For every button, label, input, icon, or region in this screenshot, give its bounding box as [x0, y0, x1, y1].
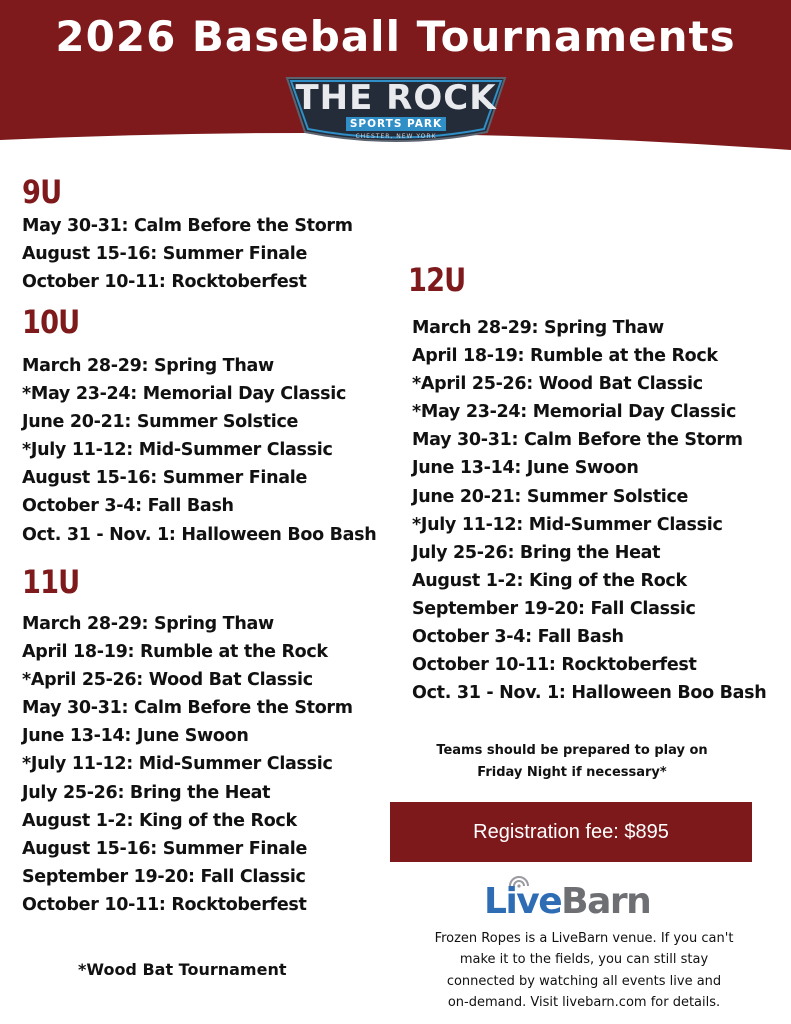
livebarn-desc-line: make it to the fields, you can still stay	[459, 952, 709, 968]
livebarn-wordmark	[484, 882, 650, 922]
header-banner	[0, 0, 791, 160]
event-list	[22, 352, 376, 549]
division-heading: 11U	[22, 563, 80, 601]
division-heading: 12U	[408, 261, 466, 299]
division-heading: 9U	[22, 173, 62, 211]
event-item: *July 11-12: Mid-Summer Classic	[22, 440, 333, 461]
event-item: *July 11-12: Mid-Summer Classic	[22, 754, 333, 775]
registration-fee-box	[390, 802, 752, 862]
logo-location: CHESTER, NEW YORK	[355, 133, 437, 140]
friday-note-line: Teams should be prepared to play on	[436, 743, 708, 758]
event-item: *April 25-26: Wood Bat Classic	[22, 670, 313, 691]
event-item: August 15-16: Summer Finale	[22, 838, 308, 859]
logo-subtitle: SPORTS PARK	[349, 118, 443, 130]
event-item: April 18-19: Rumble at the Rock	[22, 642, 328, 663]
event-item: *May 23-24: Memorial Day Classic	[412, 402, 737, 423]
livebarn-logo	[484, 880, 664, 924]
division-11u	[22, 562, 353, 919]
event-item: October 3-4: Fall Bash	[412, 627, 624, 648]
event-list	[22, 610, 353, 919]
livebarn-desc-line: on-demand. Visit livebarn.com for details.	[447, 994, 721, 1010]
event-item: May 30-31: Calm Before the Storm	[22, 698, 353, 719]
event-item: April 18-19: Rumble at the Rock	[412, 346, 718, 367]
friday-night-note	[410, 740, 734, 784]
event-item: May 30-31: Calm Before the Storm	[412, 430, 743, 451]
event-item: Oct. 31 - Nov. 1: Halloween Boo Bash	[412, 683, 767, 704]
event-item: June 20-21: Summer Solstice	[22, 412, 299, 433]
event-item: July 25-26: Bring the Heat	[412, 542, 661, 563]
event-item: *April 25-26: Wood Bat Classic	[412, 374, 703, 395]
event-item: *May 23-24: Memorial Day Classic	[22, 384, 347, 405]
event-item: June 13-14: June Swoon	[412, 458, 639, 479]
logo-name: THE ROCK	[295, 78, 497, 118]
event-item: October 3-4: Fall Bash	[22, 496, 234, 517]
event-item: October 10-11: Rocktoberfest	[412, 655, 697, 676]
livebarn-desc-line: connected by watching all events live and	[446, 973, 722, 989]
event-item: October 10-11: Rocktoberfest	[22, 272, 307, 293]
wood-bat-note: *Wood Bat Tournament	[78, 960, 287, 979]
page-title: 2026 Baseball Tournaments	[55, 12, 736, 61]
livebarn-barn: Barn	[561, 881, 651, 922]
the-rock-logo	[283, 70, 509, 150]
livebarn-description	[418, 928, 750, 1013]
event-item: August 15-16: Summer Finale	[22, 244, 308, 265]
event-item: Oct. 31 - Nov. 1: Halloween Boo Bash	[22, 524, 377, 545]
event-item: *July 11-12: Mid-Summer Classic	[412, 514, 723, 535]
event-list	[22, 212, 353, 296]
division-heading: 10U	[22, 303, 80, 341]
event-item: March 28-29: Spring Thaw	[412, 318, 664, 338]
division-10u	[22, 302, 376, 549]
event-item: October 10-11: Rocktoberfest	[22, 894, 307, 915]
event-item: March 28-29: Spring Thaw	[22, 614, 274, 634]
event-item: August 1-2: King of the Rock	[22, 810, 297, 831]
event-list	[412, 314, 766, 707]
division-9u	[22, 172, 353, 296]
event-item: September 19-20: Fall Classic	[22, 866, 306, 887]
friday-note-line: Friday Night if necessary*	[477, 765, 667, 780]
event-item: July 25-26: Bring the Heat	[22, 782, 271, 803]
event-item: March 28-29: Spring Thaw	[22, 356, 274, 376]
livebarn-live: Live	[484, 881, 562, 922]
event-item: June 13-14: June Swoon	[22, 726, 249, 747]
event-item: August 1-2: King of the Rock	[412, 570, 687, 591]
event-item: August 15-16: Summer Finale	[22, 468, 308, 489]
registration-fee: Registration fee: $895	[473, 820, 669, 843]
division-12u	[408, 260, 766, 707]
livebarn-desc-line: Frozen Ropes is a LiveBarn venue. If you can't	[434, 931, 734, 946]
event-item: May 30-31: Calm Before the Storm	[22, 216, 353, 236]
event-item: September 19-20: Fall Classic	[412, 598, 696, 619]
event-item: June 20-21: Summer Solstice	[412, 486, 689, 507]
